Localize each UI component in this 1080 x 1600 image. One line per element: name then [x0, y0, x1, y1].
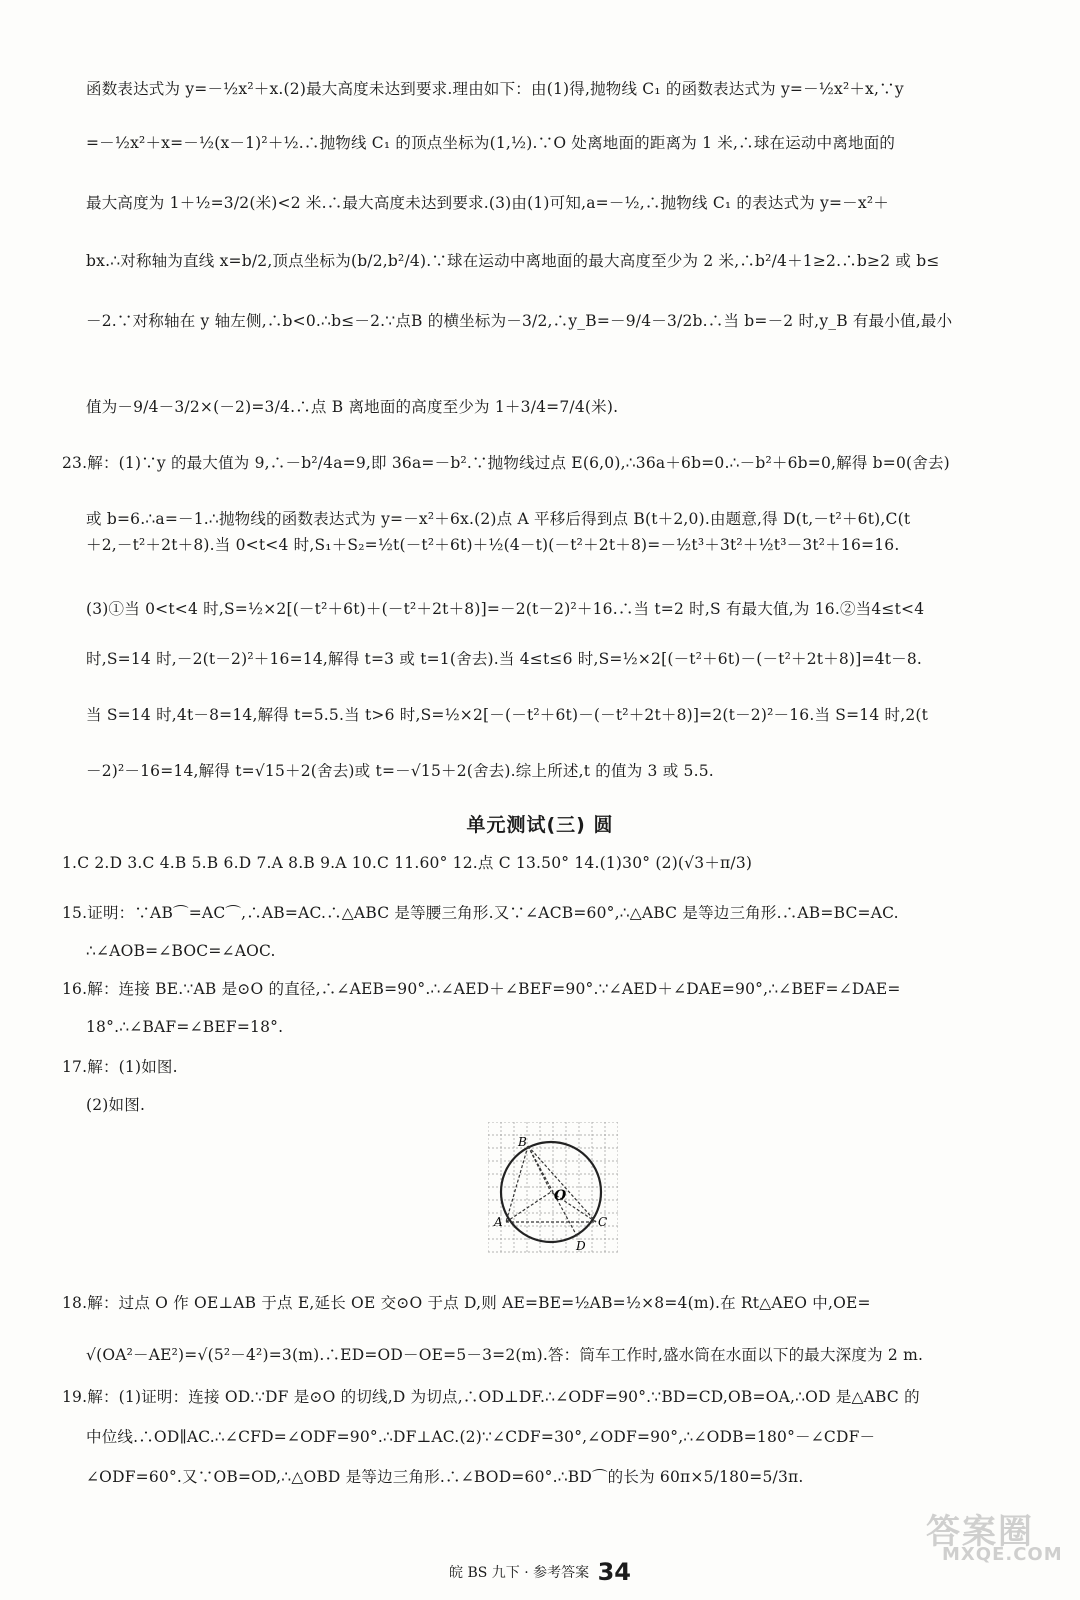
label-a: A	[494, 1215, 503, 1229]
text-line: 当 S=14 时,4t－8=14,解得 t=5.5.当 t>6 时,S=½×2[－(－t²＋6t)－(－t²＋2t＋8)]=2(t－2)²－16.当 S=14 时,2(t	[86, 706, 929, 724]
text-line: ＋2,－t²＋2t＋8).当 0<t<4 时,S₁＋S₂=½t(－t²＋6t)＋½(4－t)(－t²＋2t＋8)=－½t³＋3t²＋½t³－3t²＋16=16.	[86, 536, 900, 554]
text-line: =－½x²＋x=－½(x－1)²＋½.∴抛物线 C₁ 的顶点坐标为(1,½).∵O 处离地面的距离为 1 米,∴球在运动中离地面的	[86, 134, 896, 152]
text-line: －2.∵对称轴在 y 轴左侧,∴b<0.∴b≤－2.∵点B 的横坐标为－3/2,∴y_B=－9/4－3/2b.∴当 b=－2 时,y_B 有最小值,最小	[86, 312, 953, 330]
text-line: 16.解：连接 BE.∵AB 是⊙O 的直径,∴∠AEB=90°.∴∠AED＋∠BEF=90°.∵∠AED＋∠DAE=90°,∴∠BEF=∠DAE=	[62, 980, 901, 998]
text-line: 最大高度为 1＋½=3/2(米)<2 米.∴最大高度未达到要求.(3)由(1)可知,a=－½,∴抛物线 C₁ 的表达式为 y=－x²＋	[86, 194, 889, 212]
text-line: 18.解：过点 O 作 OE⊥AB 于点 E,延长 OE 交⊙O 于点 D,则 AE=BE=½AB=½×8=4(m).在 Rt△AEO 中,OE=	[62, 1294, 871, 1312]
text-line: 15.证明：∵AB⌒=AC⌒,∴AB=AC.∴△ABC 是等腰三角形.又∵∠ACB=60°,∴△ABC 是等边三角形.∴AB=BC=AC.	[62, 904, 899, 922]
text-line: 中位线.∴OD∥AC.∴∠CFD=∠ODF=90°.∴DF⊥AC.(2)∵∠CDF=30°,∠ODF=90°,∴∠ODB=180°－∠CDF－	[86, 1428, 876, 1446]
text-line: 时,S=14 时,－2(t－2)²＋16=14,解得 t=3 或 t=1(舍去).当 4≤t≤6 时,S=½×2[(－t²＋6t)－(－t²＋2t＋8)]=4t－8.	[86, 650, 923, 668]
footer-text: 皖 BS 九下 · 参考答案	[449, 1565, 590, 1581]
watermark-logo	[920, 1504, 1063, 1570]
construction-lines	[506, 1146, 596, 1238]
section-title: 单元测试(三) 圆	[466, 814, 614, 836]
text-line: 23.解：(1)∵y 的最大值为 9,∴－b²/4a=9,即 36a=－b².∵抛物线过点 E(6,0),∴36a＋6b=0.∴－b²＋6b=0,解得 b=0(舍去)	[62, 454, 950, 472]
text-line: ∠ODF=60°.又∵OB=OD,∴△OBD 是等边三角形.∴∠BOD=60°.∴BD⌒的长为 60π×5/180=5/3π.	[86, 1468, 804, 1486]
text-line: －2)²－16=14,解得 t=√15＋2(舍去)或 t=－√15＋2(舍去).综上所述,t 的值为 3 或 5.5.	[86, 762, 714, 780]
label-c: C	[598, 1215, 608, 1229]
text-line: (2)如图.	[86, 1096, 146, 1114]
text-line: 19.解：(1)证明：连接 OD.∵DF 是⊙O 的切线,D 为切点,∴OD⊥DF.∴∠ODF=90°.∵BD=CD,OB=OA,∴OD 是△ABC 的	[62, 1388, 920, 1406]
text-line: 17.解：(1)如图.	[62, 1058, 178, 1076]
text-line: (3)①当 0<t<4 时,S=½×2[(－t²＋6t)＋(－t²＋2t＋8)]=－2(t－2)²＋16.∴当 t=2 时,S 有最大值,为 16.②当4≤t<4	[86, 600, 925, 618]
grid-circle-figure	[488, 1122, 618, 1254]
label-b: B	[518, 1135, 527, 1149]
text-line: √(OA²－AE²)=√(5²－4²)=3(m).∴ED=OD－OE=5－3=2(m).答：筒车工作时,盛水筒在水面以下的最大深度为 2 m.	[86, 1346, 924, 1364]
text-line: bx.∴对称轴为直线 x=b/2,顶点坐标为(b/2,b²/4).∵球在运动中离地面的最大高度至少为 2 米,∴b²/4＋1≥2.∴b≥2 或 b≤	[86, 252, 940, 270]
label-o: O	[554, 1188, 567, 1204]
text-line: 函数表达式为 y=－½x²＋x.(2)最大高度未达到要求.理由如下：由(1)得,抛物线 C₁ 的函数表达式为 y=－½x²＋x,∵y	[86, 80, 904, 98]
text-line: 值为－9/4－3/2×(－2)=3/4.∴点 B 离地面的高度至少为 1＋3/4=7/4(米).	[86, 398, 619, 416]
answer-choices: 1.C 2.D 3.C 4.B 5.B 6.D 7.A 8.B 9.A 10.C 11.60° 12.点 C 13.50° 14.(1)30° (2)(√3＋π/3)	[62, 854, 753, 872]
watermark-bottom: MXQE.COM	[942, 1544, 1063, 1565]
page-footer	[0, 1558, 1080, 1586]
text-line: ∴∠AOB=∠BOC=∠AOC.	[86, 942, 276, 960]
text-line: 或 b=6.∴a=－1.∴抛物线的函数表达式为 y=－x²＋6x.(2)点 A 平移后得到点 B(t＋2,0).由题意,得 D(t,－t²＋6t),C(t	[86, 510, 911, 528]
label-d: D	[576, 1239, 586, 1253]
text-line: 18°.∴∠BAF=∠BEF=18°.	[86, 1018, 284, 1036]
watermark-top: 答案圈	[926, 1512, 1034, 1552]
page-number: 34	[597, 1558, 631, 1586]
